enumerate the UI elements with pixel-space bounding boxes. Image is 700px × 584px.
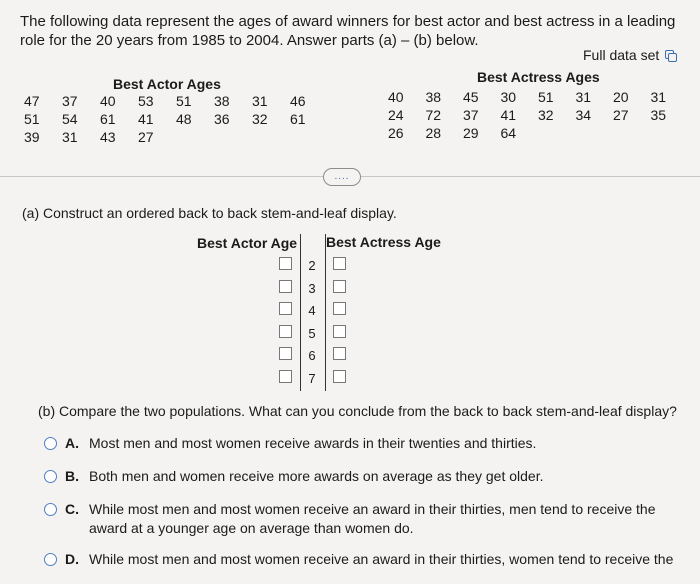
actor-leaf-input[interactable]: [279, 325, 292, 338]
actress-leaf-input[interactable]: [333, 302, 346, 315]
answer-options: [44, 434, 684, 583]
actress-age-cell: 45: [463, 89, 479, 105]
actress-age-cell: 20: [613, 89, 629, 105]
actress-leaf-input[interactable]: [333, 325, 346, 338]
stem-value: 6: [308, 348, 316, 363]
answer-option[interactable]: [44, 467, 684, 486]
actor-age-cell: 54: [62, 111, 78, 127]
actress-leaf-input[interactable]: [333, 347, 346, 360]
actor-ages-table: [24, 93, 328, 145]
answer-option[interactable]: [44, 500, 684, 538]
option-letter: B.: [65, 468, 79, 484]
answer-option[interactable]: [44, 434, 684, 453]
actress-age-cell: 40: [388, 89, 404, 105]
actor-age-cell: 27: [138, 129, 154, 145]
option-letter: A.: [65, 435, 79, 451]
actress-age-cell: 72: [425, 107, 442, 123]
actress-leaf-input[interactable]: [333, 280, 346, 293]
part-a-question: (a) Construct an ordered back to back stem-and-leaf display.: [22, 205, 397, 221]
option-letter: D.: [65, 551, 79, 567]
actor-leaf-input[interactable]: [279, 347, 292, 360]
actor-age-cell: 48: [176, 111, 192, 127]
actress-age-cell: 35: [650, 107, 667, 123]
part-b-question: (b) Compare the two populations. What can you conclude from the back to back stem-and-leaf display?: [38, 403, 677, 419]
actress-age-cell: 41: [500, 107, 517, 123]
actor-age-cell: 31: [252, 93, 268, 109]
actor-table-title: Best Actor Ages: [113, 76, 221, 92]
actor-age-cell: 47: [24, 93, 40, 109]
copy-icon[interactable]: [665, 50, 676, 61]
actor-leaf-input[interactable]: [279, 370, 292, 383]
radio-button[interactable]: [44, 503, 57, 516]
actor-age-cell: 46: [290, 93, 306, 109]
actress-age-cell: 37: [463, 107, 479, 123]
actor-age-cell: 39: [24, 129, 40, 145]
actress-age-cell: 28: [425, 125, 442, 141]
actor-age-cell: 61: [100, 111, 116, 127]
actor-age-cell: 37: [62, 93, 78, 109]
actor-age-cell: 61: [290, 111, 306, 127]
left-stem-divider: [300, 234, 301, 391]
answer-option[interactable]: [44, 550, 684, 569]
stem-value: 5: [308, 325, 316, 341]
actor-age-cell: 31: [62, 129, 78, 145]
actress-ages-table: [388, 89, 688, 141]
option-letter: C.: [65, 501, 79, 517]
right-stem-divider: [325, 234, 326, 391]
actor-age-cell: 41: [138, 111, 154, 127]
radio-button[interactable]: [44, 553, 57, 566]
actor-age-cell: 51: [24, 111, 40, 127]
option-text: Most men and most women receive awards in their twenties and thirties.: [89, 435, 537, 451]
actor-age-cell: 32: [252, 111, 268, 127]
full-data-set-link[interactable]: [583, 47, 676, 63]
actor-leaf-input[interactable]: [279, 257, 292, 270]
actor-age-cell: 43: [100, 129, 116, 145]
actress-age-cell: 32: [538, 107, 554, 123]
actress-age-cell: 34: [575, 107, 592, 123]
actress-age-cell: 64: [500, 125, 517, 141]
actor-age-cell: 40: [100, 93, 116, 109]
radio-button[interactable]: [44, 437, 57, 450]
actress-age-cell: 38: [425, 89, 442, 105]
more-button[interactable]: ....: [323, 168, 361, 186]
actress-age-cell: 26: [388, 125, 404, 141]
actress-age-cell: 31: [650, 89, 667, 105]
actress-table-title: Best Actress Ages: [477, 69, 600, 85]
question-intro: The following data represent the ages of award winners for best actor and best actress in a leading role for the 20 years from 1985 to 2004. Answer parts (a) – (b) below.: [20, 13, 676, 49]
best-actor-age-header: Best Actor Age: [197, 235, 298, 251]
actress-age-cell: 24: [388, 107, 404, 123]
actor-leaf-input[interactable]: [279, 302, 292, 315]
option-text: While most men and most women receive an award in their thirties, women tend to receive the: [89, 551, 674, 567]
actress-age-cell: 51: [538, 89, 554, 105]
actor-age-cell: 53: [138, 93, 154, 109]
actress-age-cell: 30: [500, 89, 517, 105]
stem-value: 2: [308, 258, 316, 273]
full-data-set-label: Full data set: [583, 47, 660, 63]
stem-value: 3: [308, 280, 316, 296]
actor-age-cell: 36: [214, 111, 230, 127]
actress-leaf-input[interactable]: [333, 257, 346, 270]
radio-button[interactable]: [44, 470, 57, 483]
actor-leaf-input[interactable]: [279, 280, 292, 293]
option-text: Both men and women receive more awards on average as they get older.: [89, 468, 544, 484]
actress-leaf-input[interactable]: [333, 370, 346, 383]
option-text: While most men and most women receive an award in their thirties, men tend to receive the award at a younger age on average than women do.: [89, 501, 656, 536]
stem-value: 7: [308, 370, 316, 386]
stem-value: 4: [308, 303, 316, 318]
best-actress-age-header: Best Actress Age: [326, 234, 441, 250]
actor-age-cell: 51: [176, 93, 192, 109]
actress-age-cell: 29: [463, 125, 479, 141]
actress-age-cell: 27: [613, 107, 629, 123]
actress-age-cell: 31: [575, 89, 592, 105]
actor-age-cell: 38: [214, 93, 230, 109]
